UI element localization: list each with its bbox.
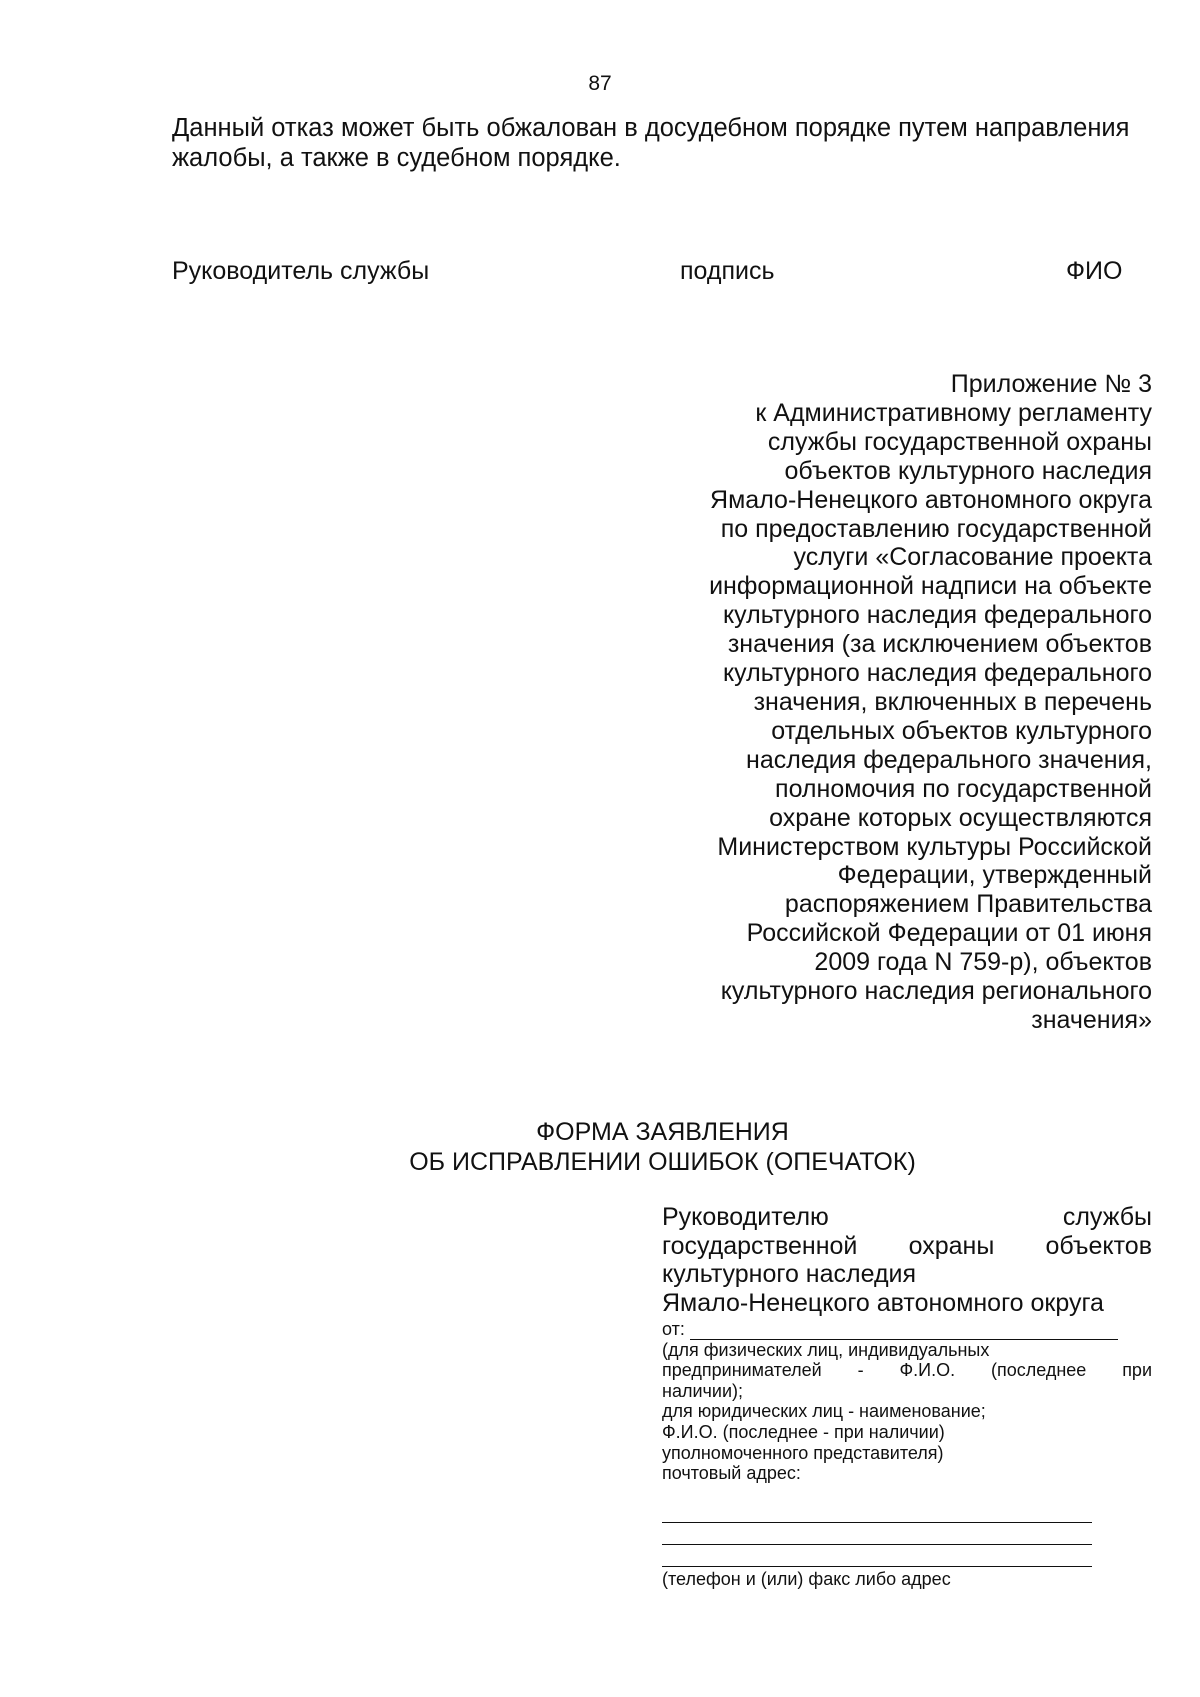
signature-position: Руководитель службы <box>172 257 430 285</box>
intro-line: жалобы, а также в судебном порядке. <box>172 144 621 172</box>
addressee-line: культурного наследия <box>662 1260 917 1288</box>
appendix-line: распоряжением Правительства <box>784 890 1152 919</box>
addressee-line: Руководителю службы <box>662 1203 1152 1231</box>
from-row <box>662 1319 1152 1340</box>
postal-address-line[interactable] <box>662 1544 1092 1545</box>
from-label: от: <box>662 1319 685 1339</box>
page-number: 87 <box>588 72 612 95</box>
appendix-line: Министерством культуры Российской <box>717 832 1152 861</box>
postal-address-label: почтовый адрес: <box>662 1463 801 1484</box>
signature-placeholder: подпись <box>680 257 775 285</box>
applicant-hint-line: (для физических лиц, индивидуальных <box>662 1339 990 1360</box>
appendix-line: значения (за исключением объектов <box>727 630 1152 659</box>
appendix-line: отдельных объектов культурного <box>771 716 1152 745</box>
form-title-line: ОБ ИСПРАВЛЕНИИ ОШИБОК (ОПЕЧАТОК) <box>409 1148 916 1176</box>
form-title <box>0 1117 1200 1177</box>
form-title-line: ФОРМА ЗАЯВЛЕНИЯ <box>536 1118 789 1146</box>
appendix-line: Российской Федерации от 01 июня <box>746 919 1152 948</box>
appendix-line: охране которых осуществляются <box>769 803 1152 832</box>
postal-address-line[interactable] <box>662 1522 1092 1523</box>
appendix-line: значения, включенных в перечень <box>753 687 1152 716</box>
appendix-line: полномочия по государственной <box>775 774 1152 803</box>
applicant-hint-line: для юридических лиц - наименование; <box>662 1401 986 1422</box>
appendix-line: Федерации, утвержденный <box>837 861 1152 890</box>
appendix-line: к Административному регламенту <box>755 398 1152 427</box>
addressee-line: государственной охраны объектов <box>662 1231 1152 1260</box>
applicant-hint-line: наличии); <box>662 1380 743 1401</box>
appendix-line: информационной надписи на объекте <box>709 572 1152 601</box>
appendix-line: наследия федерального значения, <box>746 745 1152 774</box>
addressee-block <box>662 1203 1152 1317</box>
appendix-line: объектов культурного наследия <box>784 456 1152 485</box>
appendix-line: значения» <box>1031 1005 1152 1034</box>
intro-paragraph <box>172 113 1152 173</box>
applicant-hint-line: предпринимателей - Ф.И.О. (последнее при <box>662 1360 1152 1381</box>
appendix-line: Приложение № 3 <box>950 370 1152 398</box>
appendix-line: по предоставлению государственной <box>720 514 1152 543</box>
applicant-hint-line: Ф.И.О. (последнее - при наличии) <box>662 1421 945 1442</box>
appendix-line: Ямало-Ненецкого автономного округа <box>710 485 1152 514</box>
contact-hint: (телефон и (или) факс либо адрес <box>662 1569 951 1589</box>
appendix-heading <box>592 370 1152 1035</box>
applicant-hint-line: уполномоченного представителя) <box>662 1442 944 1463</box>
intro-line: Данный отказ может быть обжалован в досудебном порядке путем направления <box>172 114 1130 142</box>
appendix-line: услуги «Согласование проекта <box>793 543 1152 572</box>
appendix-line: 2009 года N 759-р), объектов <box>814 948 1152 977</box>
appendix-line: культурного наследия регионального <box>720 977 1152 1006</box>
postal-address-line[interactable] <box>662 1566 1092 1567</box>
applicant-details <box>662 1319 1152 1484</box>
appendix-line: культурного наследия федерального <box>722 659 1152 688</box>
appendix-line: службы государственной охраны <box>767 427 1152 456</box>
addressee-line: Ямало-Ненецкого автономного округа <box>662 1288 1104 1317</box>
signature-name-placeholder: ФИО <box>1066 257 1123 285</box>
appendix-line: культурного наследия федерального <box>722 601 1152 630</box>
